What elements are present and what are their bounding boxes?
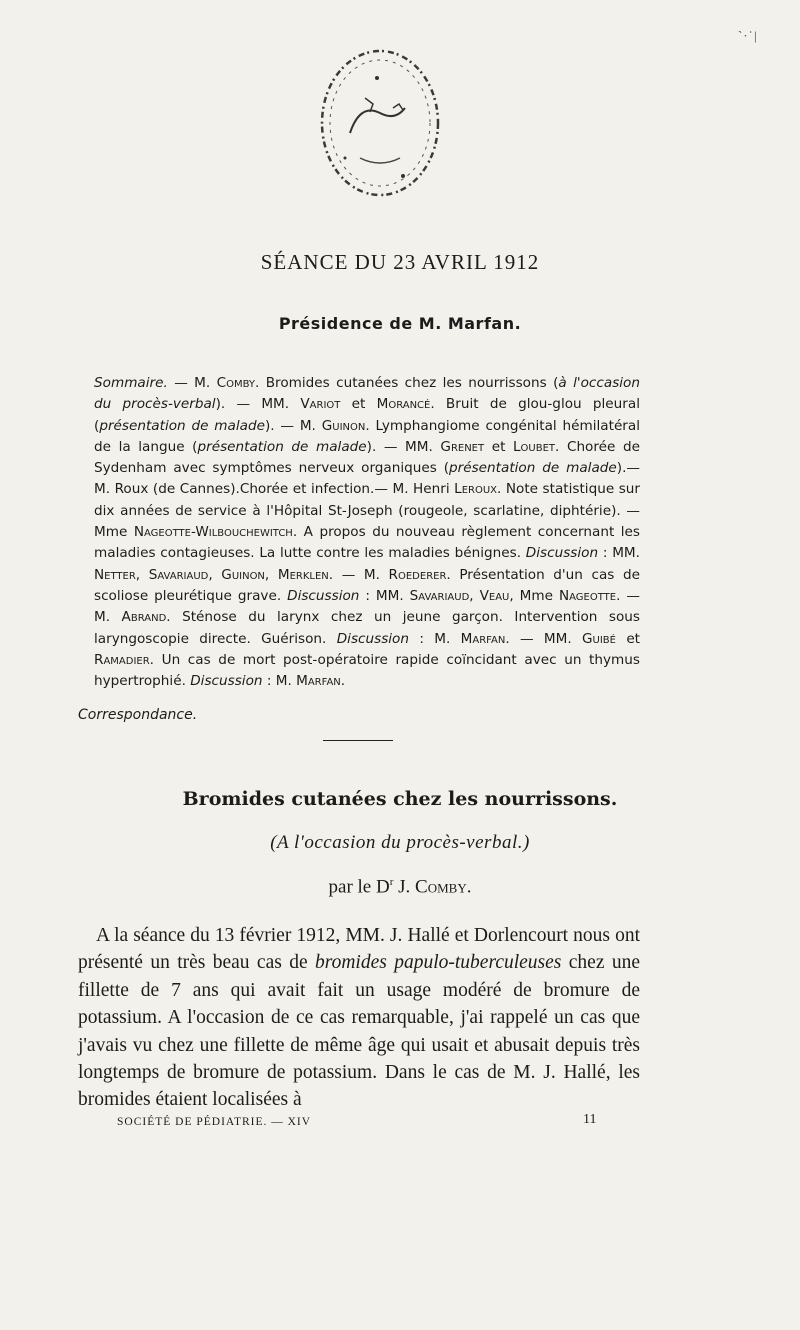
sommaire-text: ). — MM. [215,396,301,413]
author-name: Roederer [388,566,447,583]
sommaire-paragraph [94,373,640,692]
sommaire-text: , Mme [509,587,559,604]
body-paragraph [78,922,640,1114]
sommaire-text: , [135,566,149,583]
author-title-sup: r [389,876,394,888]
italic-note: présentation de malade [449,460,617,477]
sommaire-text: — M. [167,375,217,391]
author-name: Comby [216,375,256,391]
author-name: Leroux [454,481,498,498]
sommaire-text: . Note statistique sur dix années de service à l'Hôpital St-Joseph (rougeole, scarlatine, diphtérie). — Mme [94,481,640,541]
sommaire-text: et [484,438,513,455]
author-name: J. Comby. [398,876,472,898]
author-name: Variot [300,396,341,413]
sommaire-text: : MM. [359,587,410,604]
sommaire-text: . — MM. [505,630,582,647]
author-name: Grenet [440,438,485,455]
sommaire-text: . Chorée de Sydenham avec symptômes nerveux organiques ( [94,438,640,477]
article-title: Bromides cutanées chez les nourrissons. [182,788,618,810]
sommaire-text: et [615,630,641,647]
signature-mark: 11 [583,1112,597,1127]
sommaire-text: ). — MM. [366,438,441,455]
sommaire-text: , [208,566,222,583]
discussion-label: Discussion [336,630,409,647]
italic-note: présentation de malade [99,417,265,434]
author-name: Nageotte [558,587,617,604]
author-name: Guinon [221,566,265,583]
italic-note: à l'occasion du procès-verbal [94,375,640,413]
sommaire-text: . — M. [94,587,640,626]
author-name: Merklen [277,566,329,583]
author-name: Guibé [582,630,616,647]
corner-mark: ˋ·ˈ| [738,28,758,43]
sommaire-text: et [340,396,377,413]
sommaire-text: . Lymphangiome congénital hémilatéral de la langue ( [94,417,641,455]
author-name: Savariaud [148,566,209,583]
author-name: Marfan [460,630,506,647]
author-name: Savariaud [409,587,470,604]
sommaire-text: . Un cas de mort post-opératoire rapide coïncidant avec un thymus hypertrophié. [94,651,640,690]
author-name: Netter [94,566,136,583]
author-name: Veau [479,587,510,604]
author-name: Loubet [512,438,556,455]
sommaire-text: . A propos du nouveau règlement concernant les maladies contagieuses. La lutte contre les maladies bénignes. [94,524,640,562]
article-body [78,922,640,1114]
author-prefix: par le D [328,876,390,898]
author-name: Morancé [376,396,431,413]
sommaire-text: : M. [409,630,461,647]
discussion-label: Discussion [287,587,360,604]
sommaire-text: . Présentation d'un cas de scoliose pleurétique grave. [94,566,640,604]
body-text: A la séance du 13 février 1912, MM. J. Hallé et Dorlencourt nous ont présenté un très beau cas de [78,925,640,974]
discussion-label: Discussion [525,545,599,562]
author-name: Nageotte-Wilbouchewitch [133,524,293,541]
seance-heading: SÉANCE DU 23 AVRIL 1912 [260,250,540,274]
sommaire-text: : MM. [598,545,640,562]
author-name: Marfan [296,673,341,690]
sommaire-text: . [340,673,346,690]
discussion-label: Discussion [190,673,263,690]
sommaire-text: ). — M. [264,417,322,434]
section-divider [323,740,393,741]
sommaire-text: ).— M. Roux (de Cannes).Chorée et infection.— M. Henri [94,460,640,498]
sommaire-text: , [469,587,480,604]
sommaire-label: Sommaire. [94,375,168,391]
sommaire-text: , [264,566,278,583]
body-italic: bromides papulo-tuberculeuses [314,952,562,974]
library-stamp [305,38,455,208]
body-text: chez une fillette de 7 ans qui avait fait un usage modéré de bromure de potassium. A l'occasion de ce cas remarquable, j'ai rappelé un cas que j'avais vu chez une fillette de même âge qui usait et abusait depuis très longtemps de bromure de potassium. Dans le cas de M. J. Hallé, les bromides étaient localisées à [78,952,641,1111]
running-footer: SOCIÉTÉ DE PÉDIATRIE. — XIV [117,1116,312,1128]
author-name: Ramadier [94,651,150,668]
author-name: Abrand [121,609,167,626]
italic-note: présentation de malade [197,438,367,455]
sommaire-text: . Bruit de glou-glou pleural ( [94,396,640,434]
correspondance-label: Correspondance. [78,707,198,723]
sommaire-text: . Sténose du larynx chez un jeune garçon. Intervention sous laryngoscopie directe. Guérison. [94,609,640,647]
author-name: Guinon [321,417,366,434]
sommaire-text: : M. [262,673,297,690]
presidence-line: Présidence de M. Marfan. [278,314,522,333]
sommaire-text: . — M. [328,566,389,583]
article-author [0,876,800,898]
article-subtitle: (A l'occasion du procès-verbal.) [270,832,530,853]
sommaire-text: . Bromides cutanées chez les nourrissons ( [255,375,559,391]
